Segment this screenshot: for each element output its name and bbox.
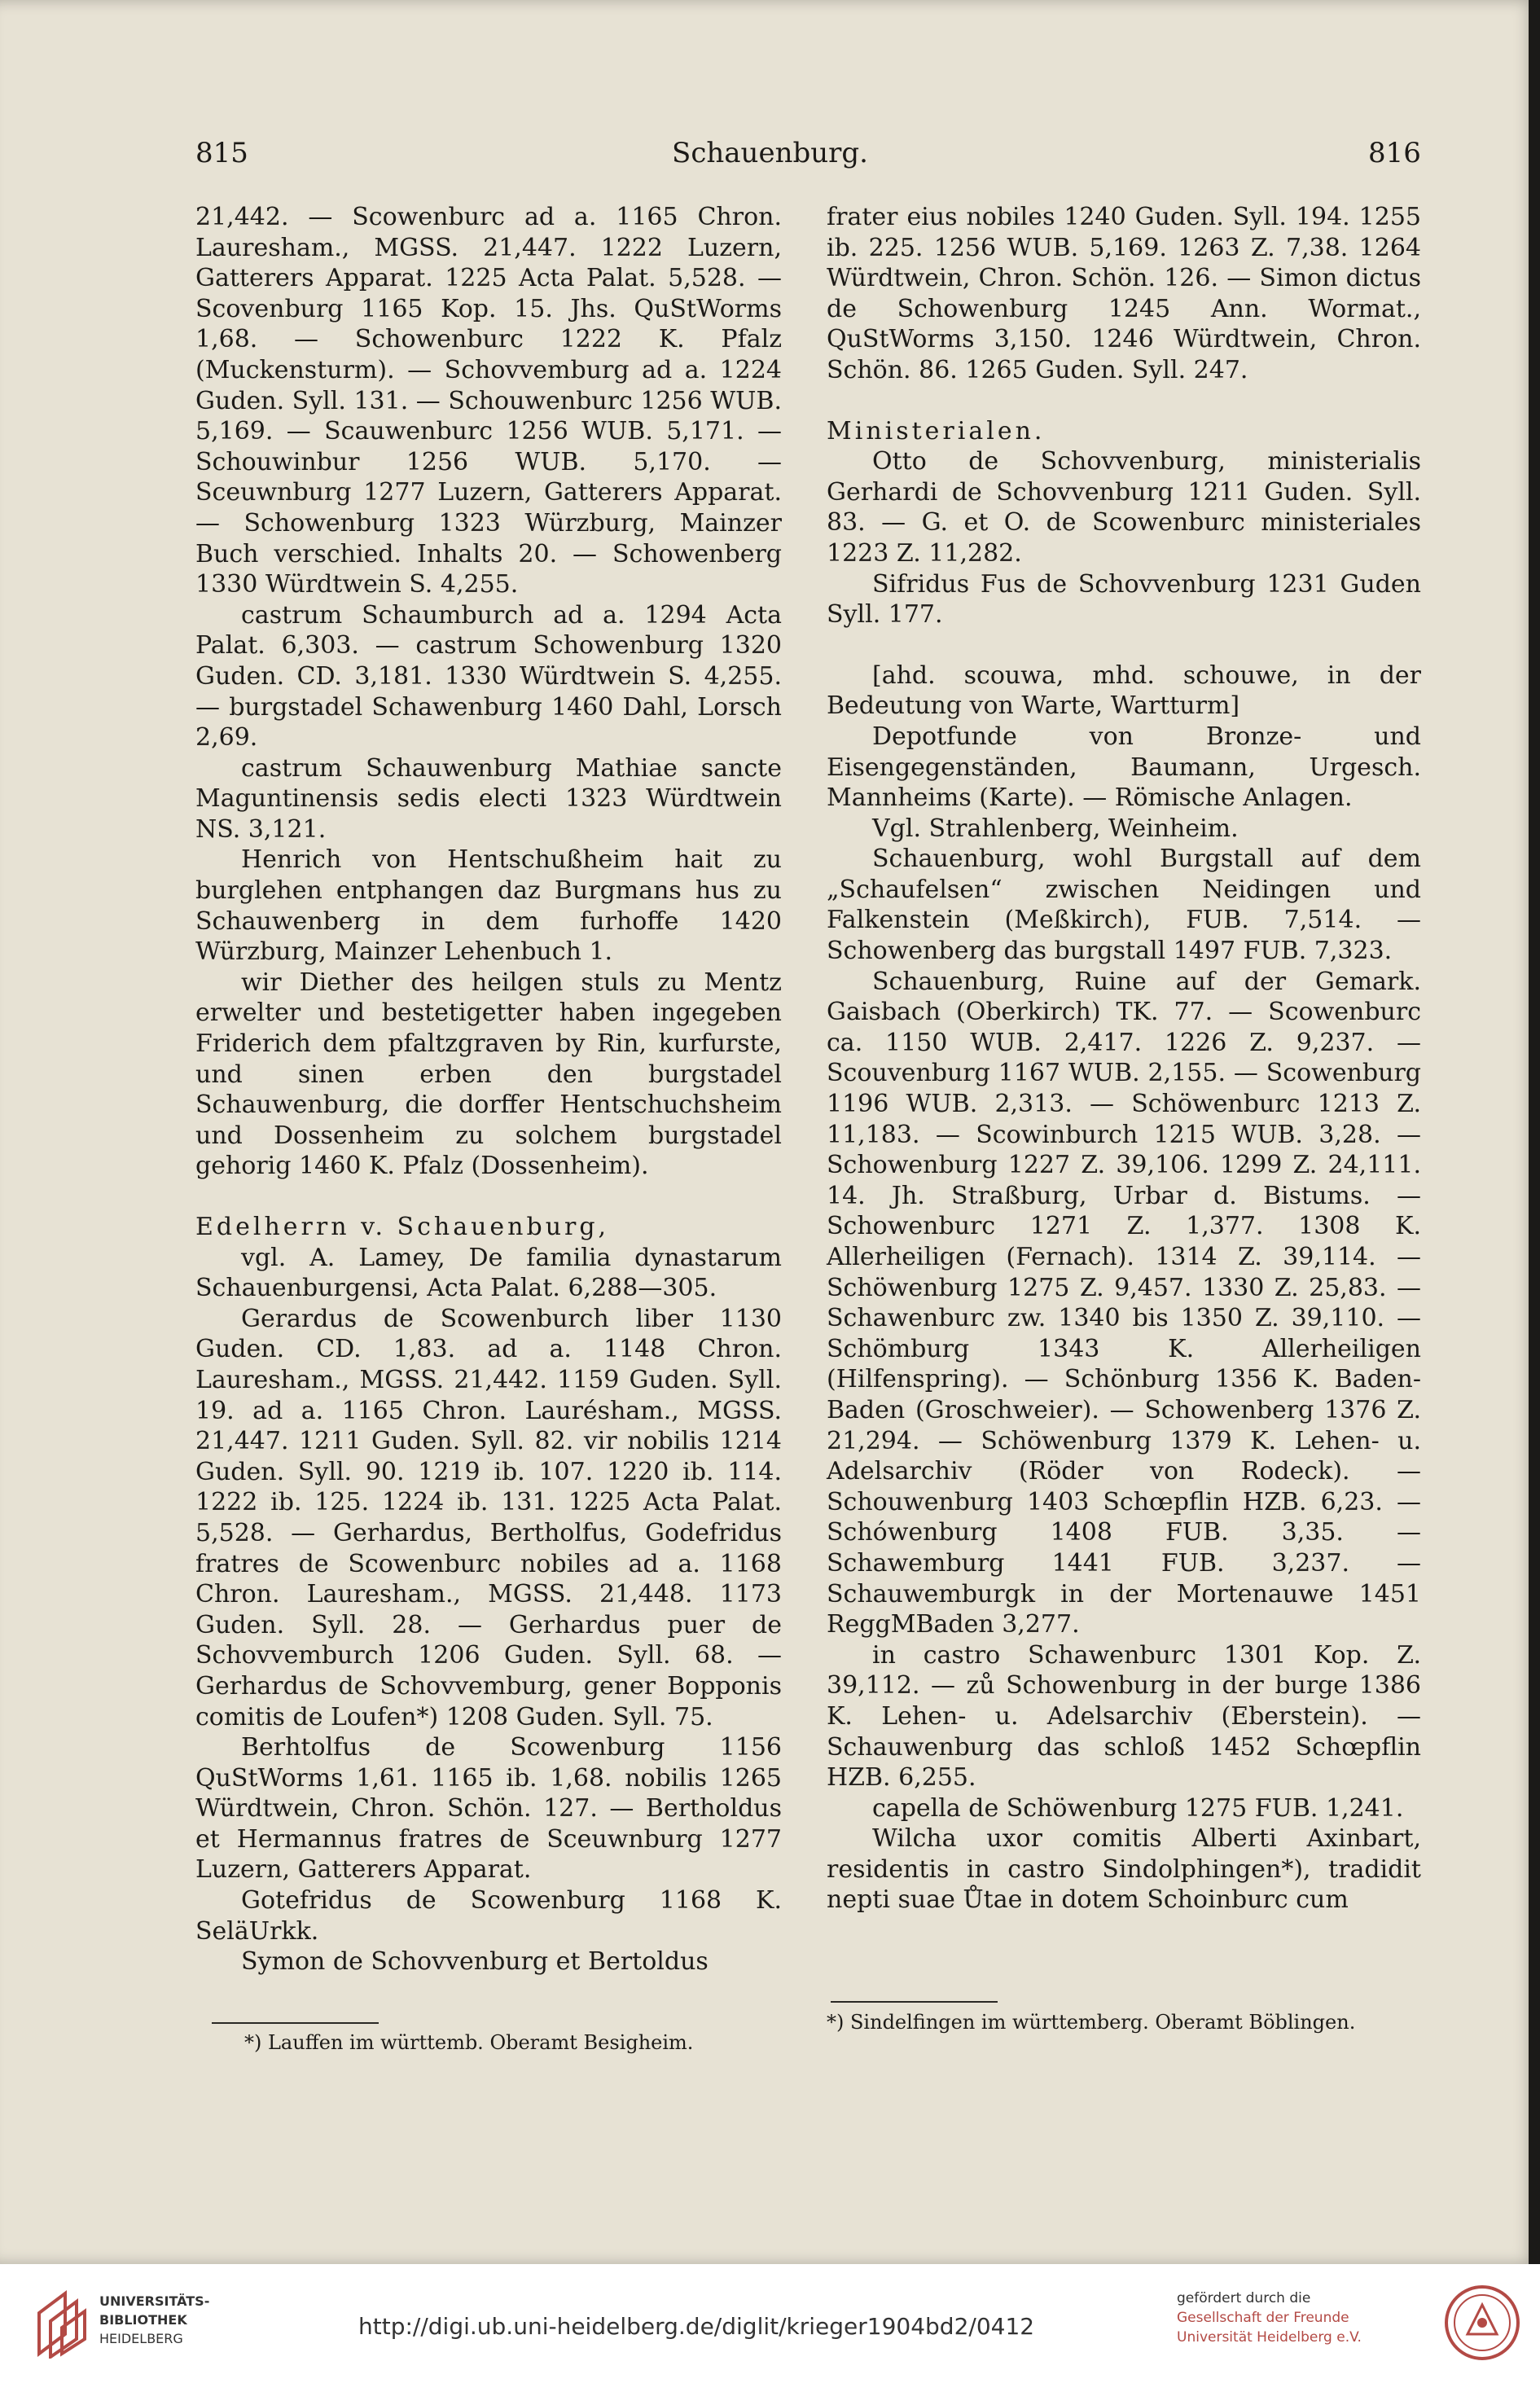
section-heading: Edelherrn v. Schauenburg, (195, 1213, 610, 1241)
university-seal-icon (1443, 2284, 1521, 2362)
paragraph: capella de Schöwenburg 1275 FUB. 1,241. (872, 1793, 1404, 1823)
paragraph: Sifridus Fus de Schovvenburg 1231 Guden Syll. 177. (827, 569, 1429, 630)
footnote-right: *) Sindelfingen im württemberg. Oberamt Böblingen. (827, 2011, 1356, 2034)
paragraph: castrum Schauwenburg Mathiae sancte Maguntinensis sedis electi 1323 Würdtwein NS. 3,121. (195, 753, 790, 844)
paragraph: Schauenburg, Ruine auf der Gemark. Gaisbach (Oberkirch) TK. 77. — Scowenburc ca. 1150 WUB. 2,417. 1226 Z. 9,237. — Scouvenburg 1167 WUB. 2,155. — Scowenburg 1196 WUB. 2,313. — Schöwenburc 1213 Z. 11,183. — Scowinburch 1215 WUB. 3,28. — Schowenburg 1227 Z. 39,106. 1299 Z. 24,111. 14. Jh. Straßburg, Urbar d. Bistums. — Schowenburc 1271 Z. 1,377. 1308 K. Allerheiligen (Fernach). 1314 Z. 39,114. — Schöwenburg 1275 Z. 9,457. 1330 Z. 25,83. — Schawenburc zw. 1340 bis 1350 Z. 39,110. — Schömburg 1343 K. Allerheiligen (Hilfenspring). — Schönburg 1356 K. Baden-Baden (Groschweier). — Schowenberg 1376 Z. 21,294. — Schöwenburg 1379 K. Lehen- u. Adelsarchiv (Röder von Rodeck). — Schouwenburg 1403 Schœpflin HZB. 6,23. — Schówenburg 1408 FUB. 3,35. — Schawemburg 1441 FUB. 3,237. — Schauwemburgk in der Mortenauwe 1451 ReggMBaden 3,277. (827, 967, 1429, 1639)
footnote-left: *) Lauffen im württemb. Oberamt Besigheim. (244, 2031, 694, 2054)
running-title: Schauenburg. (672, 137, 868, 169)
paragraph: 21,442. — Scowenburc ad a. 1165 Chron. Lauresham., MGSS. 21,447. 1222 Luzern, Gatterers Apparat. 1225 Acta Palat. 5,528. — Scovenburg 1165 Kop. 15. Jhs. QuStWorms 1,68. — Schowenburc 1222 K. Pfalz (Muckensturm). — Schovvemburg ad a. 1224 Guden. Syll. 131. — Schouwenburc 1256 WUB. 5,169. — Scauwenburc 1256 WUB. 5,171. — Schouwinbur 1256 WUB. 5,170. — Sceuwnburg 1277 Luzern, Gatterers Apparat. — Schowenburg 1323 Würzburg, Mainzer Buch verschied. Inhalts 20. — Schowenberg 1330 Würdtwein S. 4,255. (195, 203, 790, 599)
paragraph: Vgl. Strahlenberg, Weinheim. (872, 814, 1239, 843)
paragraph: [ahd. scouwa, mhd. schouwe, in der Bedeutung von Warte, Wartturm] (827, 660, 1429, 721)
paragraph: Berhtolfus de Scowenburg 1156 QuStWorms 1,61. 1165 ib. 1,68. nobilis 1265 Würdtwein, Chron. Schön. 127. — Bertholdus et Hermannus fratres de Sceuwnburg 1277 Luzern, Gatterers Apparat. (195, 1733, 790, 1885)
footnote-rule-right (831, 2001, 998, 2003)
paragraph: Schauenburg, wohl Burgstall auf dem „Schaufelsen“ zwischen Neidingen und Falkenstein (Meßkirch), FUB. 7,514. — Schowenberg das burgstall 1497 FUB. 7,323. (827, 845, 1429, 966)
section-heading: Ministerialen. (827, 416, 1046, 445)
paragraph: vgl. A. Lamey, De familia dynastarum Schauenburgensi, Acta Palat. 6,288—305. (195, 1243, 790, 1303)
paragraph: Otto de Schovvenburg, ministerialis Gerhardi de Schovvenburg 1211 Guden. Syll. 83. — G. et O. de Scowenburc ministeriales 1223 Z. 11,282. (827, 447, 1429, 568)
footnote-rule-left (212, 2022, 379, 2024)
page-number-right: 816 (1368, 137, 1421, 169)
paragraph: castrum Schaumburch ad a. 1294 Acta Palat. 6,303. — castrum Schowenburg 1320 Guden. CD. 3,181. 1330 Würdtwein S. 4,255. — burgstadel Schawenburg 1460 Dahl, Lorsch 2,69. (195, 600, 790, 753)
paragraph: Gerardus de Scowenburch liber 1130 Guden. CD. 1,83. ad a. 1148 Chron. Lauresham., MGSS. 21,442. 1159 Guden. Syll. 19. ad a. 1165 Chron. Laurésham., MGSS. 21,447. 1211 Guden. Syll. 82. vir nobilis 1214 Guden. Syll. 90. 1219 ib. 107. 1220 ib. 114. 1222 ib. 125. 1224 ib. 131. 1225 Acta Palat. 5,528. — Gerhardus, Bertholfus, Godefridus fratres de Scowenburc nobiles ad a. 1168 Chron. Lauresham., MGSS. 21,448. 1173 Guden. Syll. 28. — Gerhardus puer de Schovvemburch 1206 Guden. Syll. 68. — Gerhardus de Schovvemburg, gener Bopponis comitis de Loufen*) 1208 Guden. Syll. 75. (195, 1304, 790, 1731)
sponsor-text: gefördert durch die Gesellschaft der Freunde Universität Heidelberg e.V. (1177, 2290, 1362, 2346)
paragraph: Wilcha uxor comitis Alberti Axinbart, residentis in castro Sindolphingen*), tradidit nepti suae Ůtae in dotem Schoinburc cum (827, 1824, 1429, 1915)
library-name: UNIVERSITÄTS- BIBLIOTHEK HEIDELBERG (99, 2293, 210, 2346)
page-edge-shadow (1529, 0, 1540, 2264)
paragraph: Depotfunde von Bronze- und Eisengegenständen, Baumann, Urgesch. Mannheims (Karte). — Römische Anlagen. (827, 722, 1429, 813)
page-number-left: 815 (195, 137, 248, 169)
paragraph: Henrich von Hentschußheim hait zu burglehen entphangen daz Burgmans hus zu Schauwenberg in dem furhoffe 1420 Würzburg, Mainzer Lehenbuch 1. (195, 845, 790, 967)
library-logo-icon (33, 2289, 90, 2359)
page-header (0, 137, 1540, 186)
right-column (827, 202, 1429, 1916)
digitization-banner (0, 2264, 1540, 2383)
paragraph: Gotefridus de Scowenburg 1168 K. SeläUrkk. (195, 1886, 790, 1946)
paragraph: wir Diether des heilgen stuls zu Mentz erwelter und bestetigetter haben ingegeben Friderich dem pfaltzgraven by Rin, kurfurste, und sinen erben den burgstadel Schauwenburg, die dorffer Hentschuchsheim und Dossenheim zu solchem burgstadel gehorig 1460 K. Pfalz (Dossenheim). (195, 968, 790, 1181)
paragraph: in castro Schawenburc 1301 Kop. Z. 39,112. — zů Schowenburg in der burge 1386 K. Lehen- u. Adelsarchiv (Eberstein). — Schauwenburg das schloß 1452 Schœpflin HZB. 6,255. (827, 1640, 1429, 1793)
paragraph: frater eius nobiles 1240 Guden. Syll. 194. 1255 ib. 225. 1256 WUB. 5,169. 1263 Z. 7,38. 1264 Würdtwein, Chron. Schön. 126. — Simon dictus de Schowenburg 1245 Ann. Wormat., QuStWorms 3,150. 1246 Würdtwein, Chron. Schön. 86. 1265 Guden. Syll. 247. (827, 203, 1429, 384)
left-column (195, 202, 790, 1977)
paragraph: Symon de Schovvenburg et Bertoldus (241, 1947, 709, 1977)
permalink-url[interactable]: http://digi.ub.uni-heidelberg.de/diglit/krieger1904bd2/0412 (358, 2313, 1035, 2340)
